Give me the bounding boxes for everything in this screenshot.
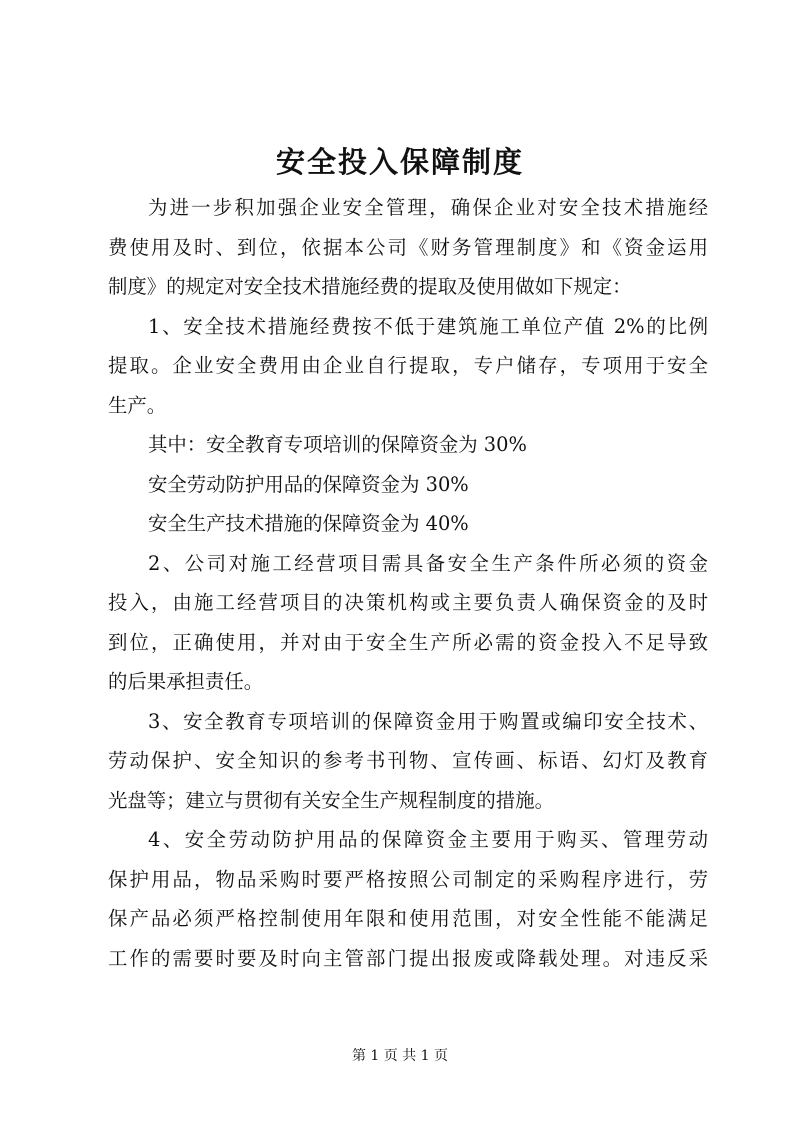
page-footer: 第 1 页 共 1 页 (351, 1048, 449, 1064)
paragraph-line: 费使用及时、到位，依据本公司《财务管理制度》和《资金运用 (108, 235, 708, 259)
paragraph-line: 1、安全技术措施经费按不低于建筑施工单位产值 2%的比例 (148, 314, 708, 338)
document-title: 安全投入保障制度 (275, 145, 524, 179)
paragraph-line: 制度》的规定对安全技术措施经费的提取及使用做如下规定： (108, 275, 632, 298)
paragraph-line: 4、安全劳动防护用品的保障资金主要用于购买、管理劳动 (148, 828, 708, 851)
paragraph-line: 安全生产技术措施的保障资金为 40% (148, 512, 469, 535)
paragraph-line: 其中：安全教育专项培训的保障资金为 30% (148, 433, 527, 456)
paragraph-line: 2、公司对施工经营项目需具备安全生产条件所必须的资金 (148, 551, 708, 575)
paragraph-line: 光盘等；建立与贯彻有关安全生产规程制度的措施。 (108, 788, 554, 812)
paragraph-line: 保产品必须严格控制使用年限和使用范围，对安全性能不能满足 (108, 907, 708, 930)
paragraph-line: 到位，正确使用，并对由于安全生产所必需的资金投入不足导致 (108, 630, 708, 654)
paragraph-line: 保护用品，物品采购时要严格按照公司制定的采购程序进行，劳 (108, 867, 708, 891)
paragraph-line: 工作的需要时要及时向主管部门提出报废或降载处理。对违反采 (108, 946, 708, 970)
paragraph-line: 安全劳动防护用品的保障资金为 30% (148, 472, 469, 496)
paragraph-line: 为进一步积加强企业安全管理，确保企业对安全技术措施经 (148, 196, 708, 219)
paragraph-line: 3、安全教育专项培训的保障资金用于购置或编印安全技术、 (148, 709, 708, 733)
paragraph-line: 投入，由施工经营项目的决策机构或主要负责人确保资金的及时 (108, 591, 708, 614)
paragraph-line: 劳动保护、安全知识的参考书刊物、宣传画、标语、幻灯及教育 (108, 749, 708, 772)
paragraph-line: 生产。 (108, 393, 167, 417)
paragraph-line: 的后果承担责任。 (108, 670, 264, 693)
document-body (108, 188, 708, 978)
paragraph-line: 提取。企业安全费用由企业自行提取，专户储存，专项用于安全 (108, 354, 708, 377)
